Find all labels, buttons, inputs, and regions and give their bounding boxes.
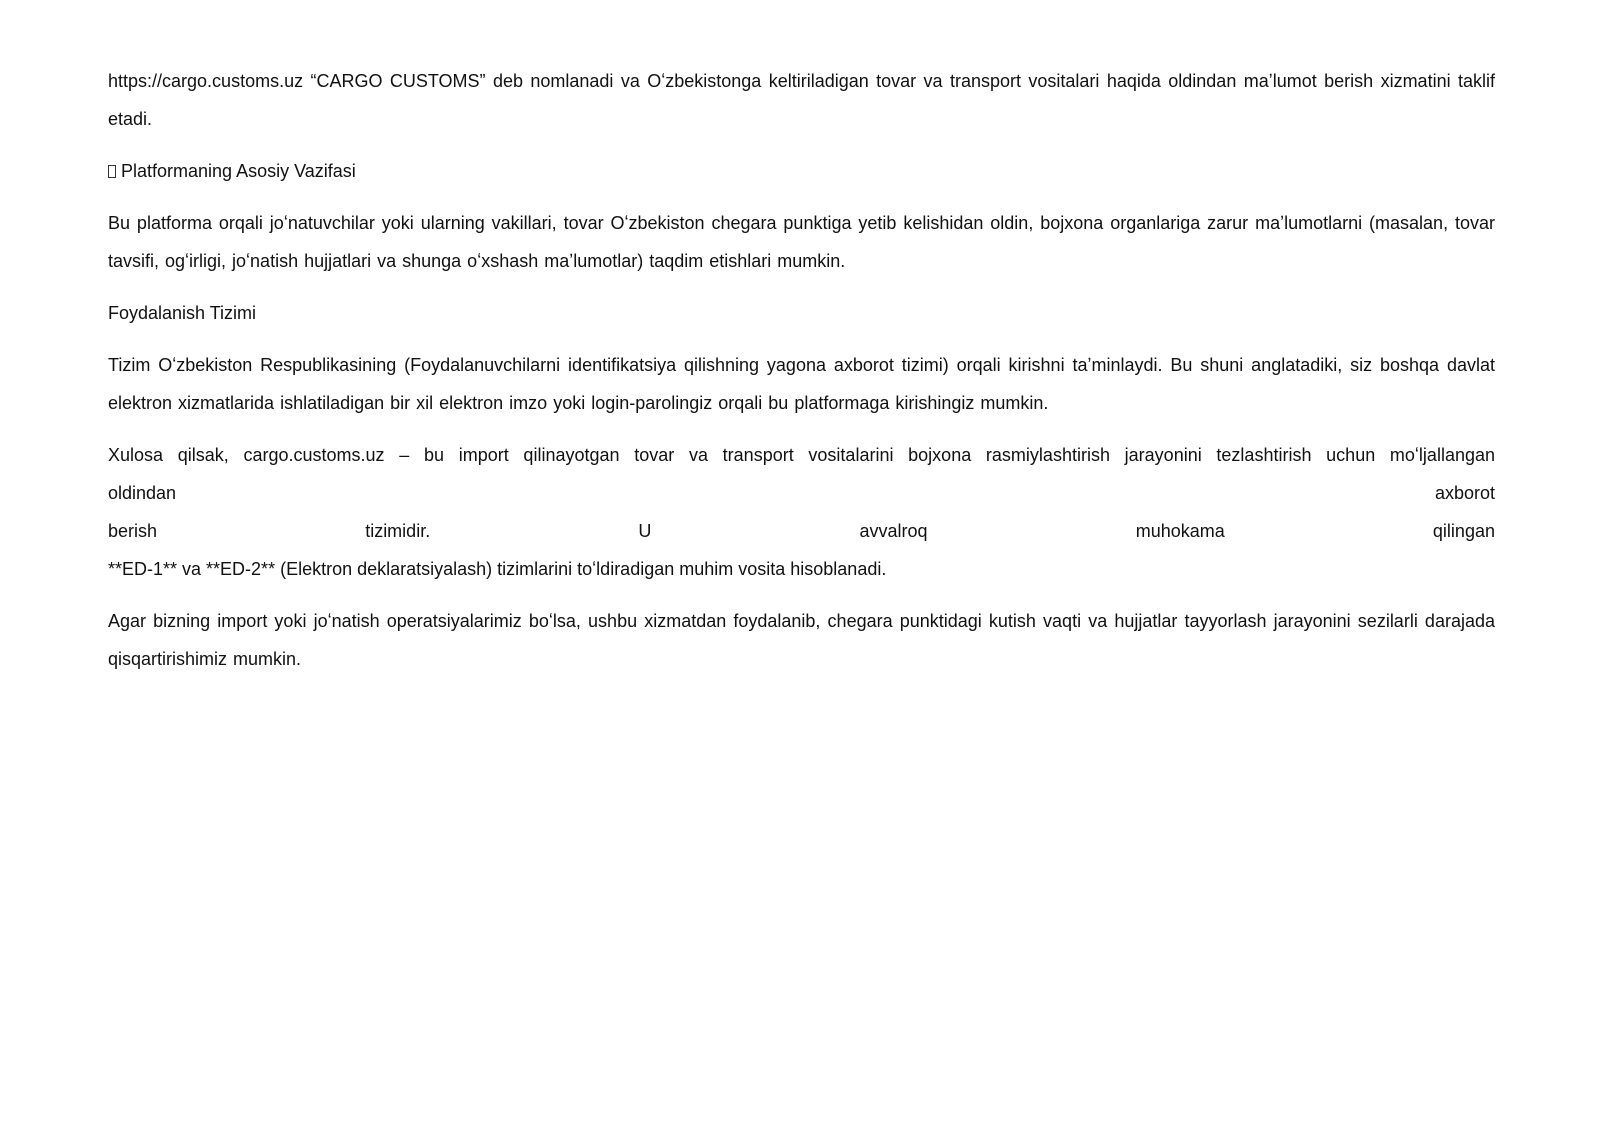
conclusion-line-3 bbox=[108, 512, 1495, 550]
conclusion-word: berish bbox=[108, 521, 158, 541]
system-paragraph: Tizim Oʻzbekiston Respublikasining (Foydalanuvchilarni identifikatsiya qilishning yagona axborot tizimi) orqali kirishni taʼminlaydi. Bu shuni anglatadiki, siz boshqa davlat elektron xizmatlarida ishlatiladigan bir xil elektron imzo yoki login-parolingiz orqali bu platformaga kirishingiz mumkin. bbox=[108, 355, 1495, 413]
platform-paragraph: Bu platforma orqali joʻnatuvchilar yoki ularning vakillari, tovar Oʻzbekiston chegara punktiga yetib kelishidan oldin, bojxona organlariga zarur maʼlumotlarni (masalan, tovar tavsifi, ogʻirligi, joʻnatish hujjatlari va shunga oʻxshash maʼlumotlar) taqdim etishlari mumkin. bbox=[108, 213, 1495, 271]
section-heading-usage-system: Foydalanish Tizimi bbox=[108, 303, 257, 323]
conclusion-word: muhokama bbox=[1135, 521, 1225, 541]
conclusion-word: U bbox=[638, 521, 652, 541]
closing-paragraph: Agar bizning import yoki joʻnatish operatsiyalarimiz boʻlsa, ushbu xizmatdan foydalanib, chegara punktidagi kutish vaqti va hujjatlar tayyorlash jarayonini sezilarli darajada qisqartirishimiz mumkin. bbox=[108, 611, 1495, 669]
conclusion-word: oldindan bbox=[108, 483, 177, 503]
conclusion-word: qilingan bbox=[1432, 521, 1495, 541]
missing-glyph-icon bbox=[108, 165, 116, 178]
section-heading-main-task-text: Platformaning Asosiy Vazifasi bbox=[121, 161, 356, 181]
conclusion-line-4: **ED-1** va **ED-2** (Elektron deklaratsiyalash) tizimlarini toʻldiradigan muhim vosita hisoblanadi. bbox=[108, 559, 887, 579]
document-body bbox=[108, 62, 1495, 692]
conclusion-line-1: Xulosa qilsak, cargo.customs.uz – bu import qilinayotgan tovar va transport vositalarini bojxona rasmiylashtirish jarayonini tezlashtirish uchun moʻljallangan bbox=[108, 445, 1495, 465]
section-heading-main-task bbox=[108, 152, 1495, 190]
conclusion-word: tizimidir. bbox=[365, 521, 431, 541]
conclusion-word: avvalroq bbox=[859, 521, 928, 541]
intro-paragraph: https://cargo.customs.uz “CARGO CUSTOMS” deb nomlanadi va Oʻzbekistonga keltiriladigan tovar va transport vositalari haqida oldindan maʼlumot berish xizmatini taklif etadi. bbox=[108, 71, 1495, 129]
conclusion-paragraph bbox=[108, 436, 1495, 588]
conclusion-line-2 bbox=[108, 474, 1495, 512]
conclusion-word: axborot bbox=[1434, 483, 1495, 503]
